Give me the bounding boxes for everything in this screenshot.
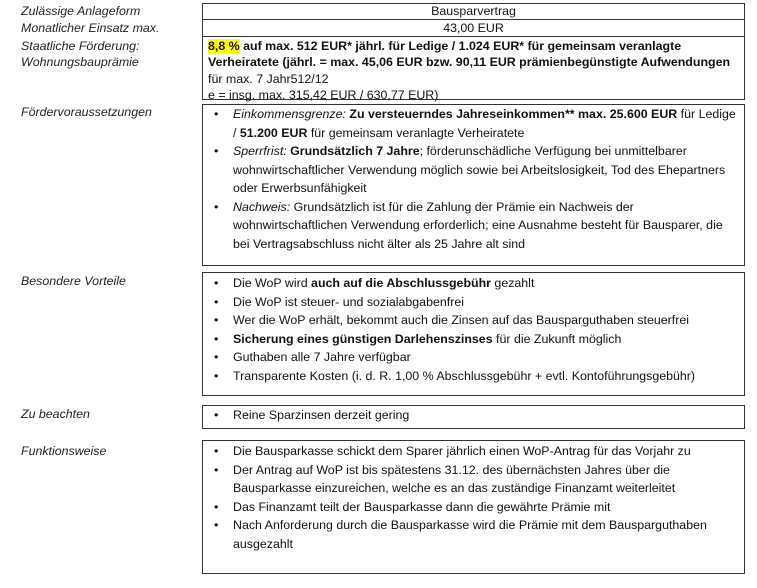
beachten-list (208, 406, 742, 425)
list-item: • Sperrfrist: Grundsätzlich 7 Jahre; förderunschädliche Verfügung bei unmittelbarer wohnwirtschaftlicher Verwendung möglich sowie bei Arbeitslosigkeit, Tod des Ehepartners oder Erwerbsunfähigkeit (208, 142, 742, 198)
list-item: • Der Antrag auf WoP ist bis spätestens 31.12. des übernächsten Jahres über die Bausparkasse einzureichen, welche es an das zuständige Finanzamt weiterleitet (208, 461, 742, 498)
list-item: • Nachweis: Grundsätzlich ist für die Zahlung der Prämie ein Nachweis der wohnwirtschaftlichen Verwendung erforderlich; eine Ausnahme besteht für Bausparer, die bei Vertragsabschluss nicht älter als 25 Jahre alt sind (208, 198, 742, 254)
list-item: • Das Finanzamt teilt der Bausparkasse dann die gewährte Prämie mit (208, 498, 742, 517)
list-item: • Transparente Kosten (i. d. R. 1,00 % Abschlussgebühr + evtl. Kontoführungsgebühr) (208, 367, 742, 386)
list-item: • Guthaben alle 7 Jahre verfügbar (208, 348, 742, 367)
label-foerderung: Staatliche Förderung: (21, 39, 140, 53)
label-funktion: Funktionsweise (21, 444, 107, 458)
label-wohnungsbaupraemie: Wohnungsbauprämie (21, 55, 139, 69)
foerderung-bold: auf max. 512 EUR* jährl. für Ledige / 1.024 EUR* für gemeinsam veranlagte Verheiratete (jährl. = max. 45,06 EUR bzw. 90,11 EUR prämienbegünstigte Aufwendungen (208, 39, 731, 70)
list-item: • Die Bausparkasse schickt dem Sparer jährlich einen WoP-Antrag für das Vorjahr zu (208, 442, 742, 461)
label-anlageform: Zulässige Anlageform (21, 4, 141, 18)
anlageform-value: Bausparvertrag (431, 4, 516, 18)
foerderung-rate: 8,8 % (208, 39, 240, 53)
list-item: • Einkommensgrenze: Zu versteuerndes Jahreseinkommen** max. 25.600 EUR für Ledige / 51.200 EUR für gemeinsam veranlagte Verheiratete (208, 105, 742, 142)
vorteile-list (208, 274, 742, 385)
list-item: • Wer die WoP erhält, bekommt auch die Zinsen auf das Bausparguthaben steuerfrei (208, 311, 742, 330)
label-einsatz: Monatlicher Einsatz max. (21, 21, 160, 35)
list-item: • Reine Sparzinsen derzeit gering (208, 406, 742, 425)
label-beachten: Zu beachten (21, 407, 90, 421)
voraussetzungen-list (208, 105, 742, 253)
funktion-list (208, 442, 742, 553)
foerderung-line3: e = insg. max. 315,42 EUR / 630,77 EUR) (208, 88, 439, 103)
list-item: • Nach Anforderung durch die Bausparkasse wird die Prämie mit dem Bausparguthaben ausgezahlt (208, 516, 742, 553)
foerderung-text (208, 38, 742, 104)
label-voraussetzungen: Fördervoraussetzungen (21, 105, 152, 119)
label-vorteile: Besondere Vorteile (21, 274, 126, 288)
foerderung-normal: für max. 7 Jahr512/12 (208, 71, 329, 86)
list-item: • Die WoP ist steuer- und sozialabgabenfrei (208, 293, 742, 312)
list-item: • Sicherung eines günstigen Darlehenszinses für die Zukunft möglich (208, 330, 742, 349)
einsatz-value: 43,00 EUR (443, 21, 504, 35)
list-item: • Die WoP wird auch auf die Abschlussgebühr gezahlt (208, 274, 742, 293)
